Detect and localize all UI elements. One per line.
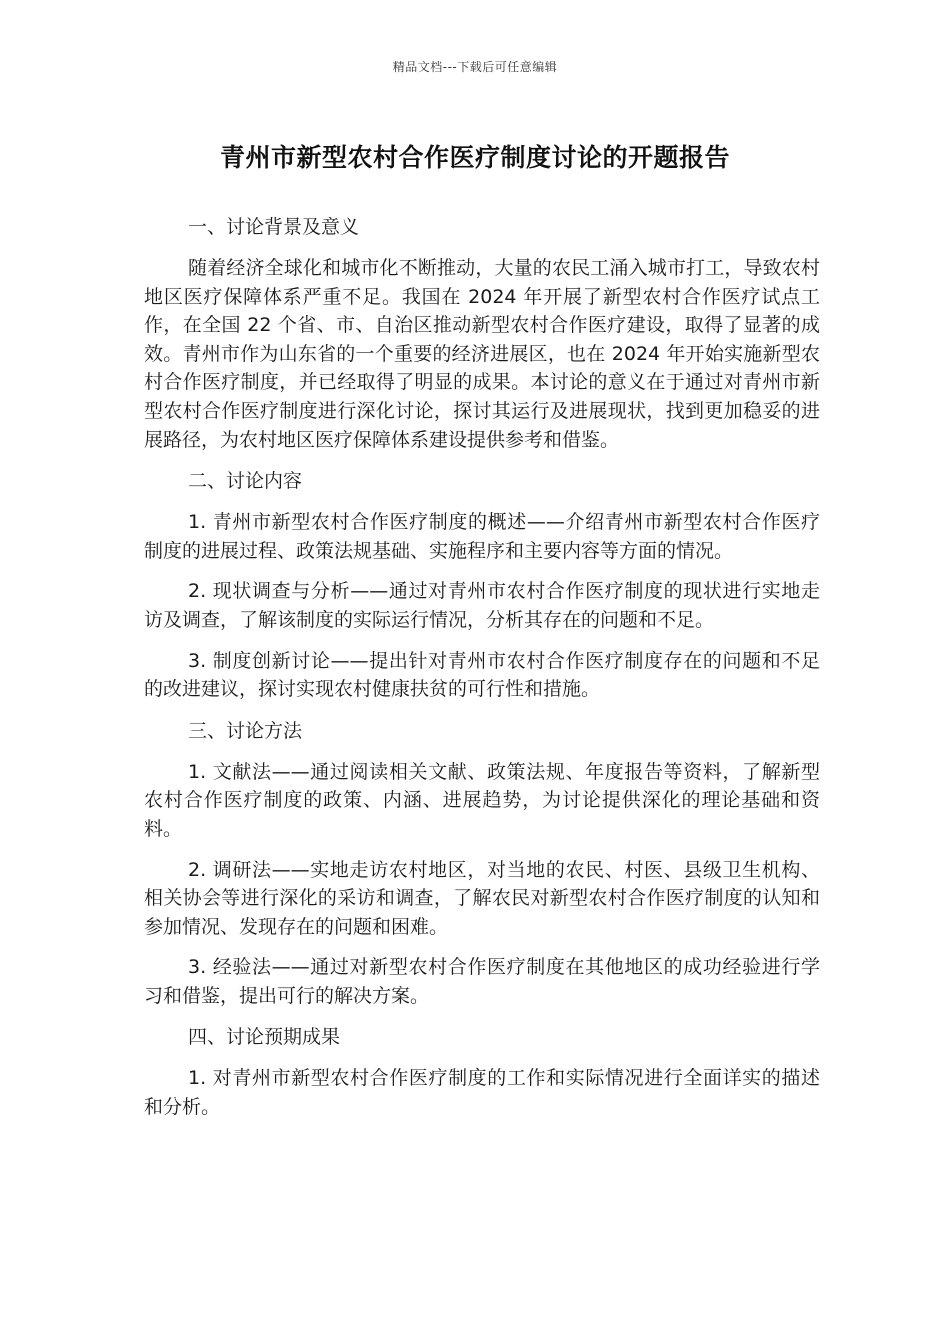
header-note: 精品文档---下载后可任意编辑 [392, 60, 558, 74]
section-heading: 二、讨论内容 [188, 470, 303, 493]
section-heading: 一、讨论背景及意义 [188, 216, 360, 238]
section-background [144, 212, 820, 454]
paragraph: 1. 青州市新型农村合作医疗制度的概述——介绍青州市新型农村合作医疗制度的进展过程、政策法规基础、实施程序和主要内容等方面的情况。 [144, 511, 820, 562]
paragraph: 2. 调研法——实地走访农村地区，对当地的农民、村医、县级卫生机构、相关协会等进行深化的采访和调查，了解农民对新型农村合作医疗制度的认知和参加情况、发现存在的问题和困难。 [144, 858, 820, 938]
paragraph: 1. 对青州市新型农村合作医疗制度的工作和实际情况进行全面详实的描述和分析。 [144, 1067, 820, 1119]
section-expected-results [144, 1022, 820, 1121]
document-body [144, 212, 820, 1134]
section-methods [144, 716, 820, 1011]
paragraph: 随着经济全球化和城市化不断推动，大量的农民工涌入城市打工，导致农村地区医疗保障体系严重不足。我国在 2024 年开展了新型农村合作医疗试点工作，在全国 22 个省、市、自治区推动新型农村合作医疗建设，取得了显著的成效。青州市作为山东省的一个重要的经济进展区，也在 2024 年开始实施新型农村合作医疗制度，并已经取得了明显的成果。本讨论的意义在于通过对青州市新型农村合作医疗制度进行深化讨论，探讨其运行及进展现状，找到更加稳妥的进展路径，为农村地区医疗保障体系建设提供参考和借鉴。 [144, 257, 820, 451]
section-heading: 四、讨论预期成果 [188, 1026, 341, 1049]
paragraph: 2. 现状调查与分析——通过对青州市农村合作医疗制度的现状进行实地走访及调查，了解该制度的实际运行情况，分析其存在的问题和不足。 [144, 580, 820, 631]
section-heading: 三、讨论方法 [188, 719, 303, 742]
document-title: 青州市新型农村合作医疗制度讨论的开题报告 [219, 143, 730, 172]
paragraph: 1. 文献法——通过阅读相关文献、政策法规、年度报告等资料，了解新型农村合作医疗制度的政策、内涵、进展趋势，为讨论提供深化的理论基础和资料。 [144, 760, 820, 840]
section-content [144, 466, 820, 704]
paragraph: 3. 制度创新讨论——提出针对青州市农村合作医疗制度存在的问题和不足的改进建议，探讨实现农村健康扶贫的可行性和措施。 [144, 649, 820, 701]
paragraph: 3. 经验法——通过对新型农村合作医疗制度在其他地区的成功经验进行学习和借鉴，提出可行的解决方案。 [144, 956, 820, 1007]
